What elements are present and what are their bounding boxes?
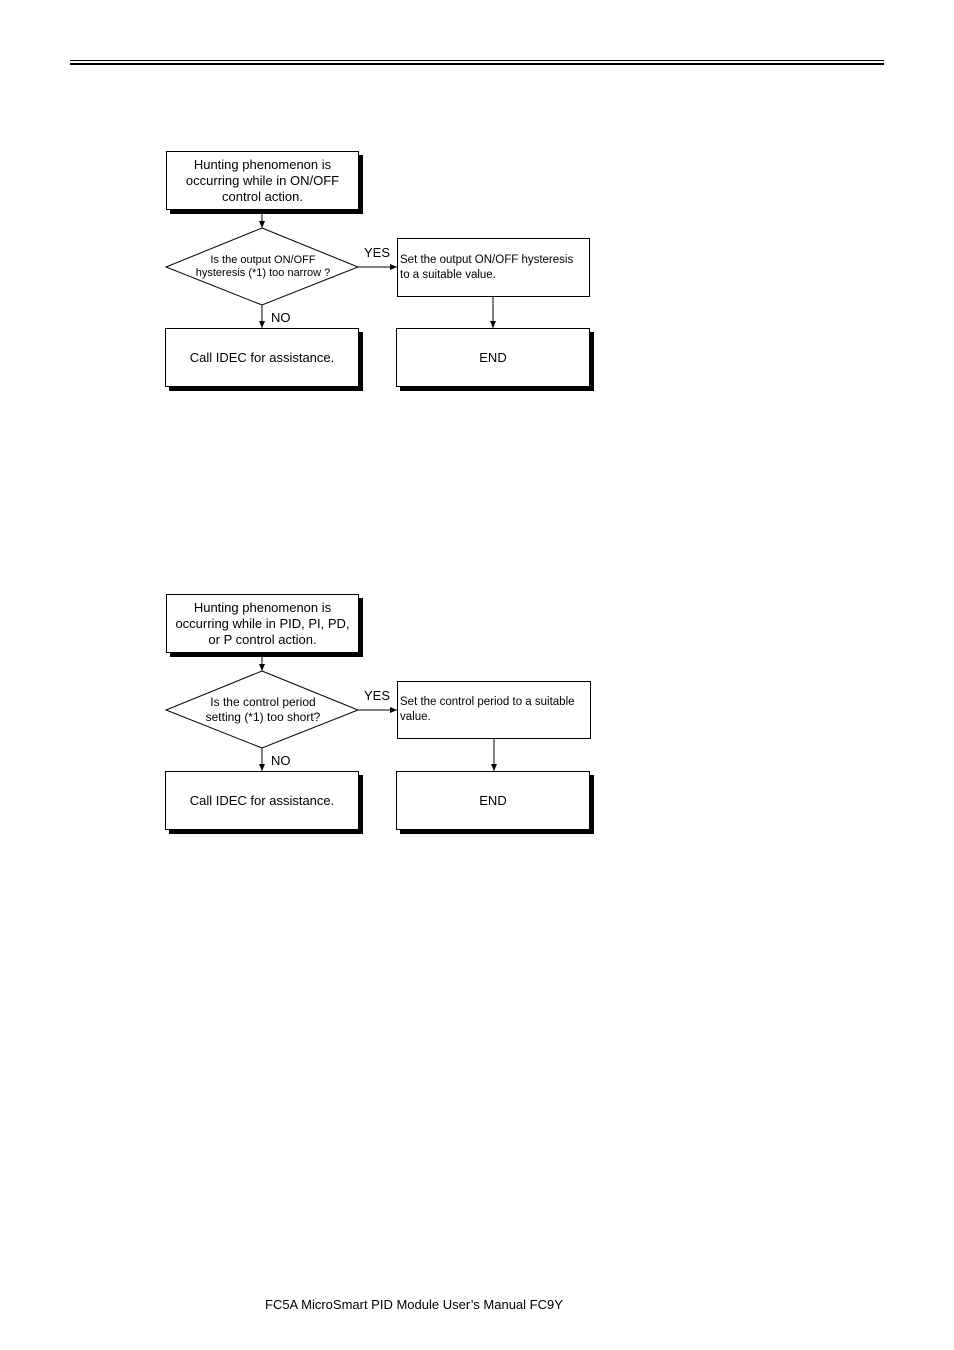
fc1-yes-action-box: Set the output ON/OFF hysteresis to a suitable value. bbox=[397, 238, 590, 297]
fc2-no-label: NO bbox=[271, 753, 291, 768]
fc2-decision-text: Is the control period setting (*1) too short? bbox=[205, 695, 321, 724]
fc2-end-box: END bbox=[396, 771, 590, 830]
page-footer: FC5A MicroSmart PID Module User’s Manual FC9Y bbox=[265, 1297, 563, 1312]
fc2-yes-label: YES bbox=[364, 688, 391, 703]
fc1-end-box: END bbox=[396, 328, 590, 387]
fc1-start-box: Hunting phenomenon is occurring while in ON/OFF control action. bbox=[166, 151, 359, 210]
fc2-yes-action-box: Set the control period to a suitable value. bbox=[397, 681, 591, 739]
fc2-start-box: Hunting phenomenon is occurring while in PID, PI, PD, or P control action. bbox=[166, 594, 359, 653]
fc1-decision-text: Is the output ON/OFF hysteresis (*1) too narrow ? bbox=[195, 254, 331, 279]
fc1-no-label: NO bbox=[271, 310, 291, 325]
fc1-no-action-box: Call IDEC for assistance. bbox=[165, 328, 359, 387]
fc1-yes-label: YES bbox=[364, 245, 391, 260]
fc2-no-action-box: Call IDEC for assistance. bbox=[165, 771, 359, 830]
